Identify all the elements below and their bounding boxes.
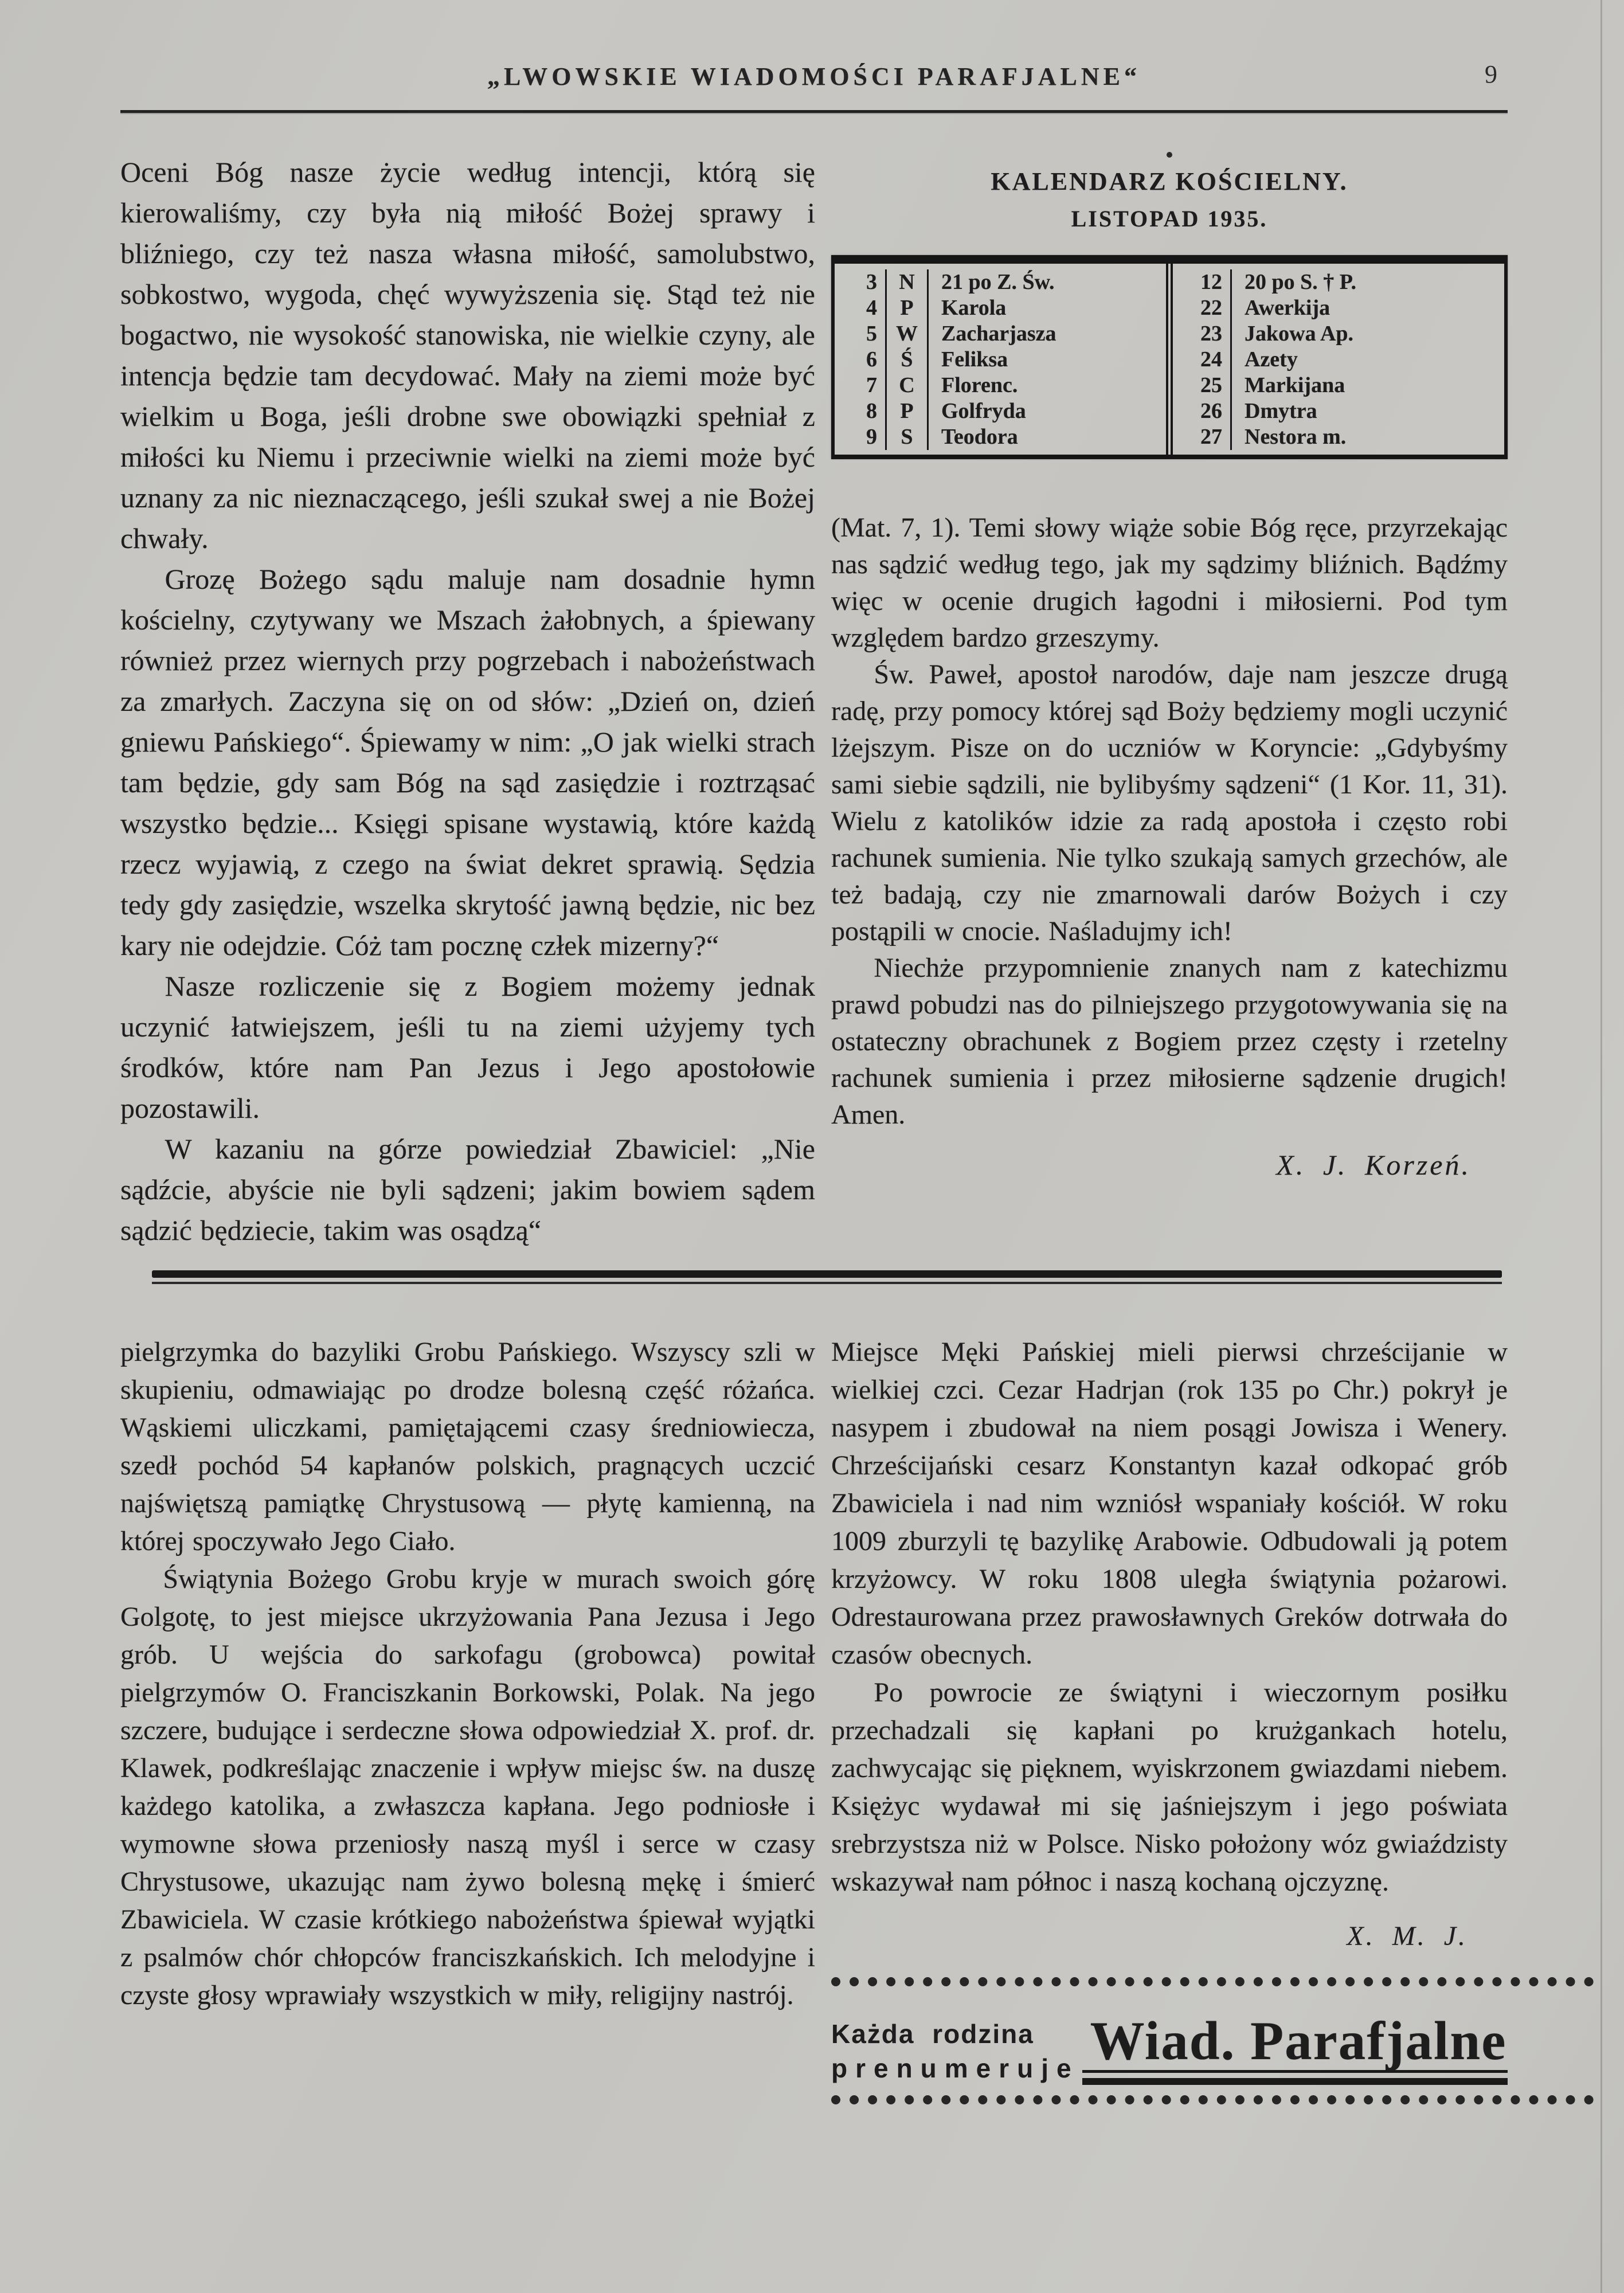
calendar-day-number: 25 [1173, 373, 1232, 398]
calendar-day-number: 22 [1173, 295, 1232, 321]
calendar-feast-name: Nestora m. [1245, 425, 1347, 449]
page-header [120, 0, 1508, 102]
calendar-weekday-letter: C [887, 373, 929, 398]
paragraph: Świątynia Bożego Grobu kryje w murach swoich górę Golgotę, to jest miejsce ukrzyżowania Pana Jezusa i Jego grób. U wejścia do sarkofagu (grobowca) powitał pielgrzymów O. Franciszkanin Borkowski, Polak. Na jego szczere, budujące i serdeczne słowa odpowiedział X. prof. dr. Klawek, podkreślając znaczenie i wpływ miejsc św. na duszę każdego katolika, a zwłaszcza kapłana. Jego podniosłe i wymowne słowa przeniosły naszą myśl i serce w czasy Chrystusowe, ukazując nam żywo bolesną mękę i śmierć Zbawiciela. W czasie krótkiego nabożeństwa śpiewał wyjątki z psalmów chór chłopców franciszkańskich. Ich melodyjne i czyste głosy wprawiały wszystkich w miły, religijny nastrój. [120, 1564, 815, 2010]
paragraph: pielgrzymka do bazyliki Grobu Pańskiego. Wszyscy szli w skupieniu, odmawiając po drodze bolesną część różańca. Wąskiemi uliczkami, pamiętającemi czasy średniowiecza, szedł pochód 54 kapłanów polskich, pragnących uczcić najświętszą pamiątkę Chrystusową — płytę kamienną, na której spoczywało Jego Ciało. [120, 1337, 815, 1556]
calendar-row [835, 373, 1166, 398]
calendar-weekday-letter: N [887, 269, 929, 295]
calendar-row [1173, 373, 1504, 398]
ad-title: Wiad. Parafjalne [1090, 2010, 1507, 2071]
calendar-feast-name: Azety [1245, 347, 1298, 371]
calendar-day-number: 12 [1173, 269, 1232, 295]
paragraph: Nasze rozliczenie się z Bogiem możemy jednak uczynić łatwiejszem, jeśli tu na ziemi użyjemy tych środków, które nam Pan Jezus i Jego apostołowie pozostawili. [120, 970, 815, 1124]
calendar-weekday-letter: S [887, 424, 929, 450]
article1-right-text [831, 510, 1508, 1133]
ornament-dot [1167, 152, 1172, 158]
ad-slogan-line1: Każda rodzina [831, 2019, 1034, 2049]
calendar-row [1173, 347, 1504, 373]
calendar-day-number: 8 [835, 398, 887, 424]
calendar-row [835, 398, 1166, 424]
calendar-day-number: 24 [1173, 347, 1232, 373]
ad-underline [1082, 2070, 1508, 2085]
divider-thick-rule [152, 1270, 1502, 1278]
ornament-rule-bottom [831, 2095, 1594, 2104]
calendar-day-number: 27 [1173, 424, 1232, 450]
article1-signature: X. J. Korzeń. [1276, 1149, 1471, 1181]
article2-right-text [831, 1333, 1508, 1901]
calendar-row [835, 424, 1166, 450]
article2-signature: X. M. J. [1347, 1921, 1468, 1951]
calendar-day-number: 4 [835, 295, 887, 321]
paragraph: Po powrocie ze świątyni i wieczornym posiłku przechadzali się kapłani po krużgankach hotelu, zachwycając się pięknem, wyiskrzonem gwiazdami niebem. Księżyc wydawał mi się jaśniejszym i jego poświata srebrzystsza niż w Polsce. Nisko położony wóz gwiaździsty wskazywał nam północ i naszą kochaną ojczyznę. [831, 1677, 1508, 1897]
calendar-day-number: 6 [835, 347, 887, 373]
calendar-feast-name: 21 po Z. Św. [941, 270, 1055, 294]
article2-right-column [831, 1333, 1508, 2104]
calendar-feast-name: Teodora [941, 425, 1018, 449]
calendar-feast-name: Dmytra [1245, 399, 1317, 423]
subscription-ad [831, 2010, 1508, 2085]
calendar-feast-name: Golfryda [941, 399, 1026, 423]
header-rule [120, 110, 1508, 113]
calendar-day-number: 9 [835, 424, 887, 450]
calendar-title: KALENDARZ KOŚCIELNY. [991, 167, 1348, 195]
paragraph: Miejsce Męki Pańskiej mieli pierwsi chrześcijanie w wielkiej czci. Cezar Hadrjan (rok 135 po Chr.) pokrył je nasypem i zbudował na niem posągi Jowisza i Wenery. Chrześcijański cesarz Konstantyn kazał odkopać grób Zbawiciela i nad nim wzniósł wspaniały kościół. W roku 1009 zburzyli tę bazylikę Arabowie. Odbudowali ją potem krzyżowcy. W roku 1808 uległa świątynia pożarowi. Odrestaurowana przez prawosławnych Greków dotrwała do czasów obecnych. [831, 1337, 1508, 1670]
calendar-day-number: 23 [1173, 321, 1232, 347]
calendar-day-number: 3 [835, 269, 887, 295]
ad-slogan [831, 2018, 1089, 2085]
calendar-row [1173, 321, 1504, 347]
paragraph: Św. Paweł, apostoł narodów, daje nam jeszcze drugą radę, przy pomocy której sąd Boży będziemy mogli uczynić lżejszym. Pisze on do uczniów w Koryncie: „Gdybyśmy sami siebie sądzili, nie bylibyśmy sądzeni“ (1 Kor. 11, 31). Wielu z katolików idzie za radą apostoła i często robi rachunek sumienia. Nie tylko szukają samych grzechów, ale też badają, czy nie zmarnowali darów Bożych i czy postąpili w cnocie. Naśladujmy ich! [831, 659, 1508, 946]
divider-thin-rule [152, 1282, 1502, 1284]
article1-left-column [120, 152, 815, 1251]
ornament-rule-top [831, 1977, 1594, 1986]
bottom-section [120, 1333, 1508, 2104]
article1-right-column [831, 152, 1508, 1251]
calendar-feast-name: Zacharjasza [941, 322, 1056, 346]
article2-left-column [120, 1333, 815, 2104]
calendar-feast-name: Markijana [1245, 373, 1345, 397]
calendar-center-rule [1166, 264, 1173, 455]
paragraph: Oceni Bóg nasze życie według intencji, którą się kierowaliśmy, czy była nią miłość Bożej sprawy i bliźniego, czy też nasza własna miłość, samolubstwo, sobkostwo, wygoda, chęć wywyższenia się. Stąd też nie bogactwo, nie wysokość stanowiska, nie wielkie czyny, ale intencja będzie tam decydować. Mały na ziemi może być wielkim u Boga, jeśli drobne swe obowiązki spełniał z miłości ku Niemu i przeciwnie wielki na ziemi może być uznany za nic nieznaczącego, jeśli szukał swej a nie Bożej chwały. [120, 156, 815, 554]
calendar-row [835, 321, 1166, 347]
paragraph: W kazaniu na górze powiedział Zbawiciel: „Nie sądźcie, abyście nie byli sądzeni; jakim bowiem sądem sądzić będziecie, takim was osądzą“ [120, 1133, 815, 1246]
page-number: 9 [1485, 60, 1497, 88]
calendar-weekday-letter: W [887, 321, 929, 347]
calendar-row [835, 347, 1166, 373]
paragraph: Grozę Bożego sądu maluje nam dosadnie hymn kościelny, czytywany we Mszach żałobnych, a śpiewany również przez wiernych przy pogrzebach i nabożeństwach za zmarłych. Zaczyna się on od słów: „Dzień on, dzień gniewu Pańskiego“. Śpiewamy w nim: „O jak wielki strach tam będzie, gdy sam Bóg na sąd zasiędzie i roztrząsać wszystko będzie... Księgi spisane wystawią, które każdą rzecz wyjawią, z czego na świat dekret sprawią. Sędzia tedy gdy zasiędzie, wszelka skrytość jawną będzie, nic bez kary nie odejdzie. Cóż tam pocznę człek mizerny?“ [120, 563, 815, 961]
calendar-day-number: 5 [835, 321, 887, 347]
calendar-row [1173, 295, 1504, 321]
calendar-row [835, 295, 1166, 321]
calendar-left-half [835, 264, 1166, 455]
calendar-feast-name: Awerkija [1245, 296, 1330, 320]
paragraph: (Mat. 7, 1). Temi słowy wiąże sobie Bóg ręce, przyrzekając nas sądzić według tego, jak my sądzimy bliźnich. Bądźmy więc w ocenie drugich łagodni i miłosierni. Pod tym względem bardzo grzeszymy. [831, 512, 1508, 653]
section-divider [152, 1270, 1502, 1284]
calendar-table [831, 255, 1508, 459]
calendar-day-number: 26 [1173, 398, 1232, 424]
ad-slogan-line2: prenumeruje [831, 2053, 1079, 2083]
calendar-feast-name: Feliksa [941, 347, 1008, 371]
calendar-feast-name: Florenc. [941, 373, 1018, 397]
calendar-weekday-letter: P [887, 398, 929, 424]
calendar-row [1173, 398, 1504, 424]
calendar-feast-name: Jakowa Ap. [1245, 322, 1354, 346]
calendar-feast-name: Karola [941, 296, 1007, 320]
calendar-day-number: 7 [835, 373, 887, 398]
paragraph: Niechże przypomnienie znanych nam z katechizmu prawd pobudzi nas do pilniejszego przygotowywania się na ostateczny obrachunek z Bogiem przez częsty i rzetelny rachunek sumienia i przez miłosierne sądzenie drugich! Amen. [831, 953, 1508, 1130]
top-section [120, 152, 1508, 1251]
calendar-right-half [1173, 264, 1504, 455]
calendar-row [1173, 269, 1504, 295]
masthead-title: „LWOWSKIE WIADOMOŚCI PARAFJALNE“ [487, 62, 1141, 91]
calendar-weekday-letter: Ś [887, 347, 929, 373]
calendar-row [835, 269, 1166, 295]
calendar-feast-name: 20 po S. † P. [1245, 270, 1356, 294]
calendar-row [1173, 424, 1504, 450]
calendar-subtitle: LISTOPAD 1935. [1071, 206, 1268, 232]
calendar-weekday-letter: P [887, 295, 929, 321]
ad-title-block [1089, 2010, 1508, 2085]
